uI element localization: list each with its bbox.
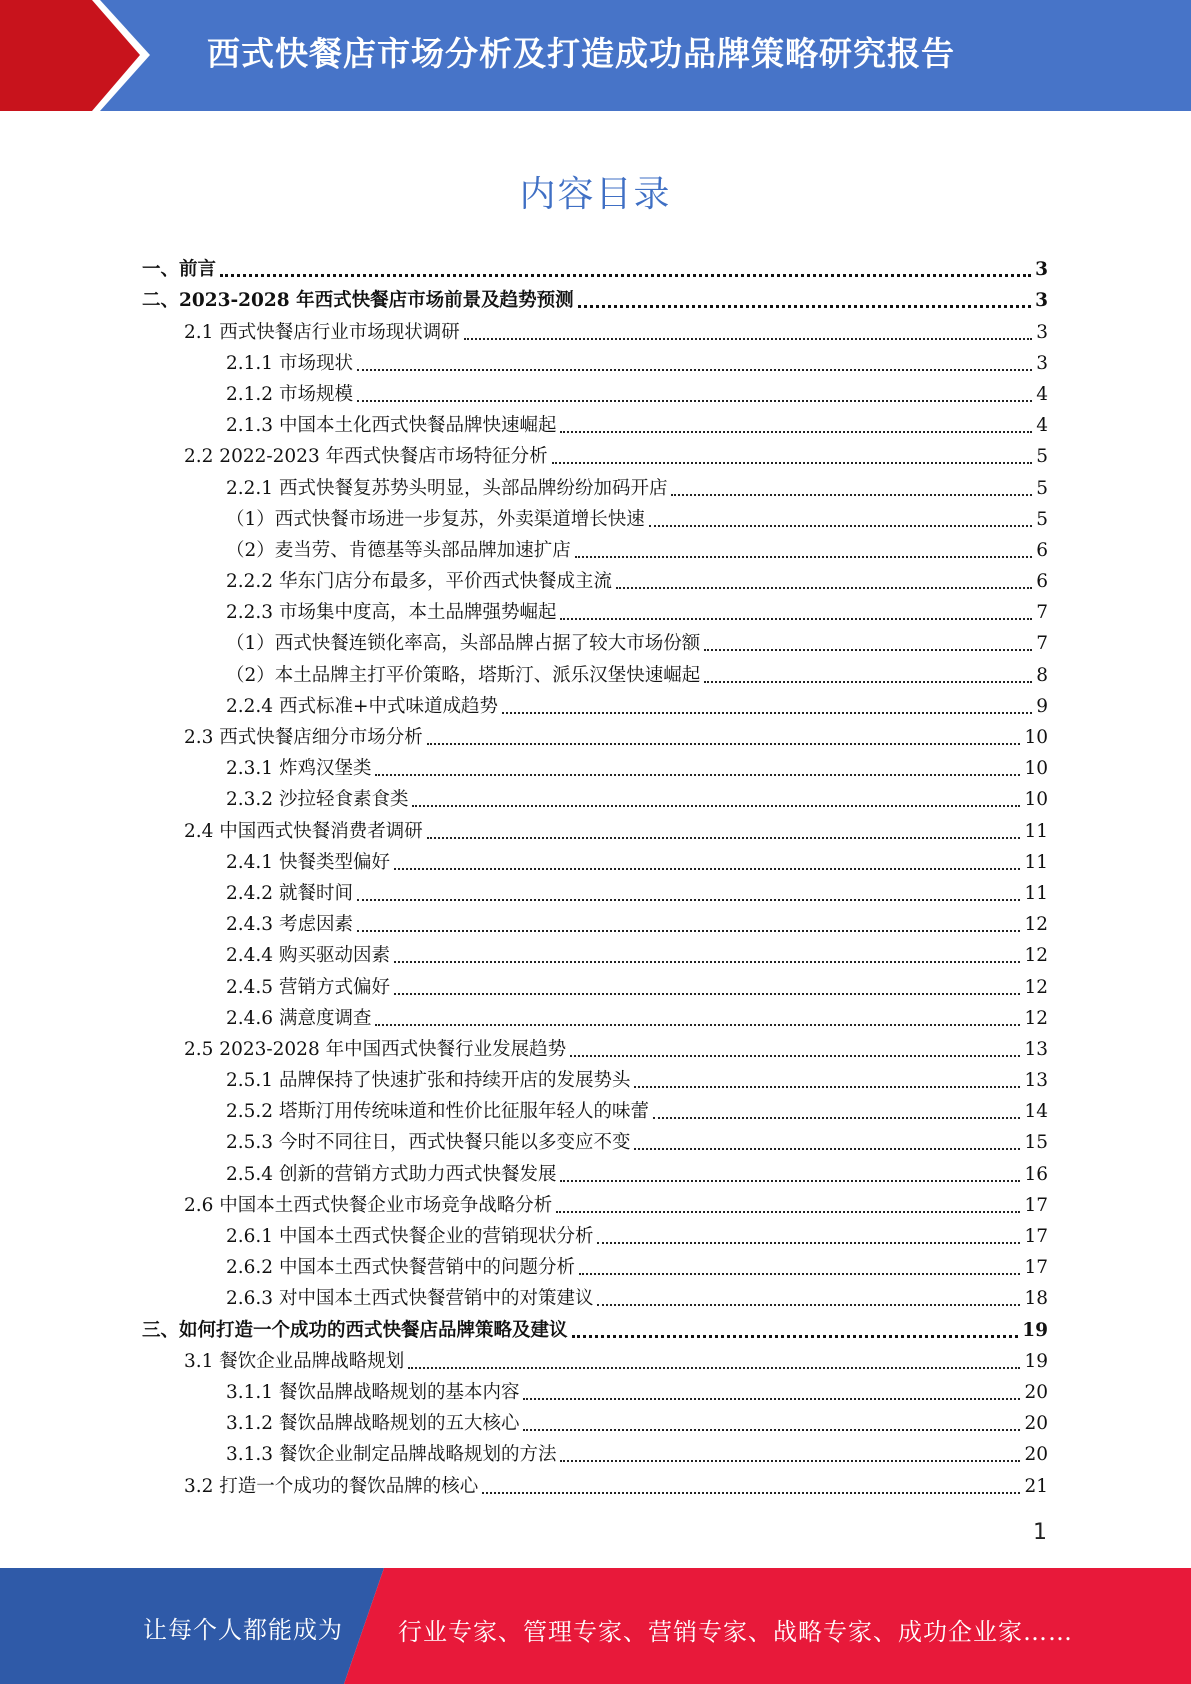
toc-entry-label: 2.4.4 购买驱动因素 [226,945,390,967]
toc-entry-page: 19 [1022,1319,1048,1341]
toc-entry-label: 2.4 中国西式快餐消费者调研 [184,820,423,842]
toc-entry[interactable] [142,1470,1048,1501]
toc-entry-page: 10 [1024,727,1048,748]
toc-dot-leader [427,806,1021,839]
toc-entry-page: 10 [1024,789,1048,811]
toc-entry-page: 5 [1036,508,1048,530]
toc-dot-leader [375,743,1020,776]
toc-dot-leader [408,1336,1020,1369]
toc-dot-leader [572,1304,1019,1338]
toc-entry-page: 11 [1024,820,1048,842]
toc-entry-label: 3.1.2 餐饮品牌战略规划的五大核心 [226,1413,520,1435]
toc-entry-label: 2.1 西式快餐店行业市场现状调研 [184,321,460,343]
toc-entry-page: 5 [1036,477,1048,499]
toc-entry-label: 2.5.2 塔斯汀用传统味道和性价比征服年轻人的味蕾 [226,1101,649,1123]
toc-entry-label: （2）本土品牌主打平价策略，塔斯汀、派乐汉堡快速崛起 [226,664,701,686]
toc-dot-leader [375,993,1020,1026]
toc-dot-leader [653,1086,1020,1119]
toc-entry-page: 4 [1036,383,1048,405]
toc-entry-label: 2.3.1 炸鸡汉堡类 [226,758,372,780]
toc-entry-page: 3 [1035,259,1048,281]
toc-dot-leader [357,338,1032,371]
toc-entry-page: 13 [1024,1038,1048,1060]
toc-dot-leader [394,837,1020,870]
toc-entry-label: （1）西式快餐连锁化率高，头部品牌占据了较大市场份额 [226,633,701,655]
toc-entry-label: 3.1.3 餐饮企业制定品牌战略规划的方法 [226,1444,557,1466]
toc-entry-page: 12 [1024,1007,1048,1029]
toc-entry-label: 2.4.2 就餐时间 [226,882,353,904]
toc-dot-leader [634,1117,1020,1150]
toc-heading: 内容目录 [519,174,672,215]
toc-dot-leader [579,1242,1020,1275]
toc-dot-leader [394,962,1020,995]
toc-dot-leader [704,650,1032,683]
toc-entry-page: 20 [1024,1413,1048,1435]
toc-entry-page: 7 [1036,602,1048,624]
toc-entry-page: 18 [1024,1288,1048,1310]
toc-entry-label: 2.5.3 今时不同往日，西式快餐只能以多变应不变 [226,1132,631,1154]
toc-dot-leader [671,463,1032,496]
toc-dot-leader [357,369,1032,402]
toc-dot-leader [552,431,1033,464]
toc-dot-leader [597,1211,1020,1244]
toc-dot-leader [482,1461,1020,1494]
toc-entry-page: 6 [1036,539,1048,561]
toc-entry-label: 2.1.2 市场规模 [226,383,353,405]
toc-entry-page: 12 [1024,945,1048,967]
toc-dot-leader [570,1024,1020,1057]
toc-dot-leader [616,556,1032,589]
toc-entry-page: 16 [1024,1163,1048,1185]
toc-entry-label: 2.1.1 市场现状 [226,352,353,374]
toc-dot-leader [704,618,1032,651]
page-number: 1 [1033,1520,1047,1545]
toc-entry-label: 2.5.1 品牌保持了快速扩张和持续开店的发展势头 [226,1070,631,1092]
toc-entry-label: （2）麦当劳、肯德基等头部品牌加速扩店 [226,539,571,561]
toc-entry-page: 21 [1024,1475,1048,1497]
toc-entry-page: 13 [1024,1070,1048,1092]
toc-dot-leader [560,1429,1020,1462]
toc-dot-leader [394,930,1020,963]
toc-entry-page: 9 [1036,695,1048,717]
toc-entry-label: 2.6.3 对中国本土西式快餐营销中的对策建议 [226,1288,594,1310]
toc-entry-label: 三、如何打造一个成功的西式快餐店品牌策略及建议 [142,1319,568,1341]
toc-entry-label: 2.2.3 市场集中度高，本土品牌强势崛起 [226,602,557,624]
toc-entry-page: 4 [1036,415,1048,437]
report-title: 西式快餐店市场分析及打造成功品牌策略研究报告 [207,34,955,73]
toc-entry-label: 2.2.2 华东门店分布最多，平价西式快餐成主流 [226,571,612,593]
report-header [0,0,1191,111]
toc-entry-page: 20 [1024,1381,1048,1403]
toc-entry-page: 7 [1036,633,1048,655]
toc-dot-leader [560,1149,1020,1182]
toc-dot-leader [560,587,1032,620]
toc-dot-leader [523,1367,1020,1400]
toc-entry-label: 3.1.1 餐饮品牌战略规划的基本内容 [226,1381,520,1403]
toc-entry-page: 3 [1035,290,1048,312]
toc-dot-leader [556,1180,1020,1213]
toc-dot-leader [523,1398,1020,1431]
footer-slogan-right: 行业专家、管理专家、营销专家、战略专家、成功企业家…… [398,1618,1073,1646]
toc-dot-leader [412,774,1020,807]
toc-dot-leader [578,274,1032,308]
toc-entry-label: 2.2 2022-2023 年西式快餐店市场特征分析 [184,446,548,468]
toc-dot-leader [464,307,1032,340]
toc-entry-page: 14 [1024,1101,1048,1123]
toc-entry-label: 2.4.5 营销方式偏好 [226,976,390,998]
toc-entry-label: 2.3 西式快餐店细分市场分析 [184,727,423,748]
toc-entry-label: 2.4.6 满意度调查 [226,1007,372,1029]
toc-entry-page: 15 [1024,1132,1048,1154]
toc-entry-label: 2.5 2023-2028 年中国西式快餐行业发展趋势 [184,1038,567,1060]
toc-entry-page: 11 [1024,882,1048,904]
toc-entry-label: 2.6 中国本土西式快餐企业市场竞争战略分析 [184,1194,553,1216]
toc-dot-leader [634,1055,1020,1088]
toc-entry-page: 20 [1024,1444,1048,1466]
toc-entry-label: 一、前言 [142,259,217,281]
header-arrow-decoration [0,0,160,111]
toc-entry-label: 2.1.3 中国本土化西式快餐品牌快速崛起 [226,415,557,437]
toc-entry-page: 17 [1024,1194,1048,1216]
toc-entry-label: 2.2.4 西式标准+中式味道成趋势 [226,695,498,717]
toc-entry-label: 2.2.1 西式快餐复苏势头明显，头部品牌纷纷加码开店 [226,477,668,499]
toc-entry-label: （1）西式快餐市场进一步复苏，外卖渠道增长快速 [226,508,645,530]
toc-entry-page: 17 [1024,1257,1048,1279]
toc-dot-leader [560,400,1032,433]
toc-entry-page: 12 [1024,976,1048,998]
toc-entry-page: 3 [1036,352,1048,374]
toc-entry-page: 5 [1036,446,1048,468]
toc-entry-label: 3.2 打造一个成功的餐饮品牌的核心 [184,1475,479,1497]
toc-dot-leader [357,899,1021,932]
toc-entry-label: 2.4.1 快餐类型偏好 [226,851,390,873]
toc-entry-page: 17 [1024,1226,1048,1247]
toc-dot-leader [502,681,1032,714]
table-of-contents [142,254,1048,1502]
toc-entry-page: 10 [1024,758,1048,780]
toc-entry-label: 3.1 餐饮企业品牌战略规划 [184,1350,405,1372]
toc-dot-leader [597,1273,1020,1306]
toc-dot-leader [649,494,1032,527]
toc-entry-label: 二、2023-2028 年西式快餐店市场前景及趋势预测 [142,290,574,312]
toc-entry-page: 3 [1036,321,1048,343]
toc-entry-page: 19 [1024,1350,1048,1372]
toc-entry-label: 2.3.2 沙拉轻食素食类 [226,789,409,811]
toc-entry-label: 2.5.4 创新的营销方式助力西式快餐发展 [226,1163,557,1185]
footer-slogan-left: 让每个人都能成为 [143,1616,343,1644]
toc-entry-page: 6 [1036,571,1048,593]
toc-dot-leader [575,525,1032,558]
toc-entry-page: 11 [1024,851,1048,873]
toc-dot-leader [427,712,1021,745]
toc-dot-leader [357,868,1021,901]
toc-dot-leader [220,243,1031,277]
toc-entry-page: 8 [1036,664,1048,686]
toc-entry-page: 12 [1024,914,1048,936]
toc-entry-label: 2.6.2 中国本土西式快餐营销中的问题分析 [226,1257,575,1279]
toc-entry-label: 2.4.3 考虑因素 [226,914,353,936]
toc-entry-label: 2.6.1 中国本土西式快餐企业的营销现状分析 [226,1226,594,1247]
